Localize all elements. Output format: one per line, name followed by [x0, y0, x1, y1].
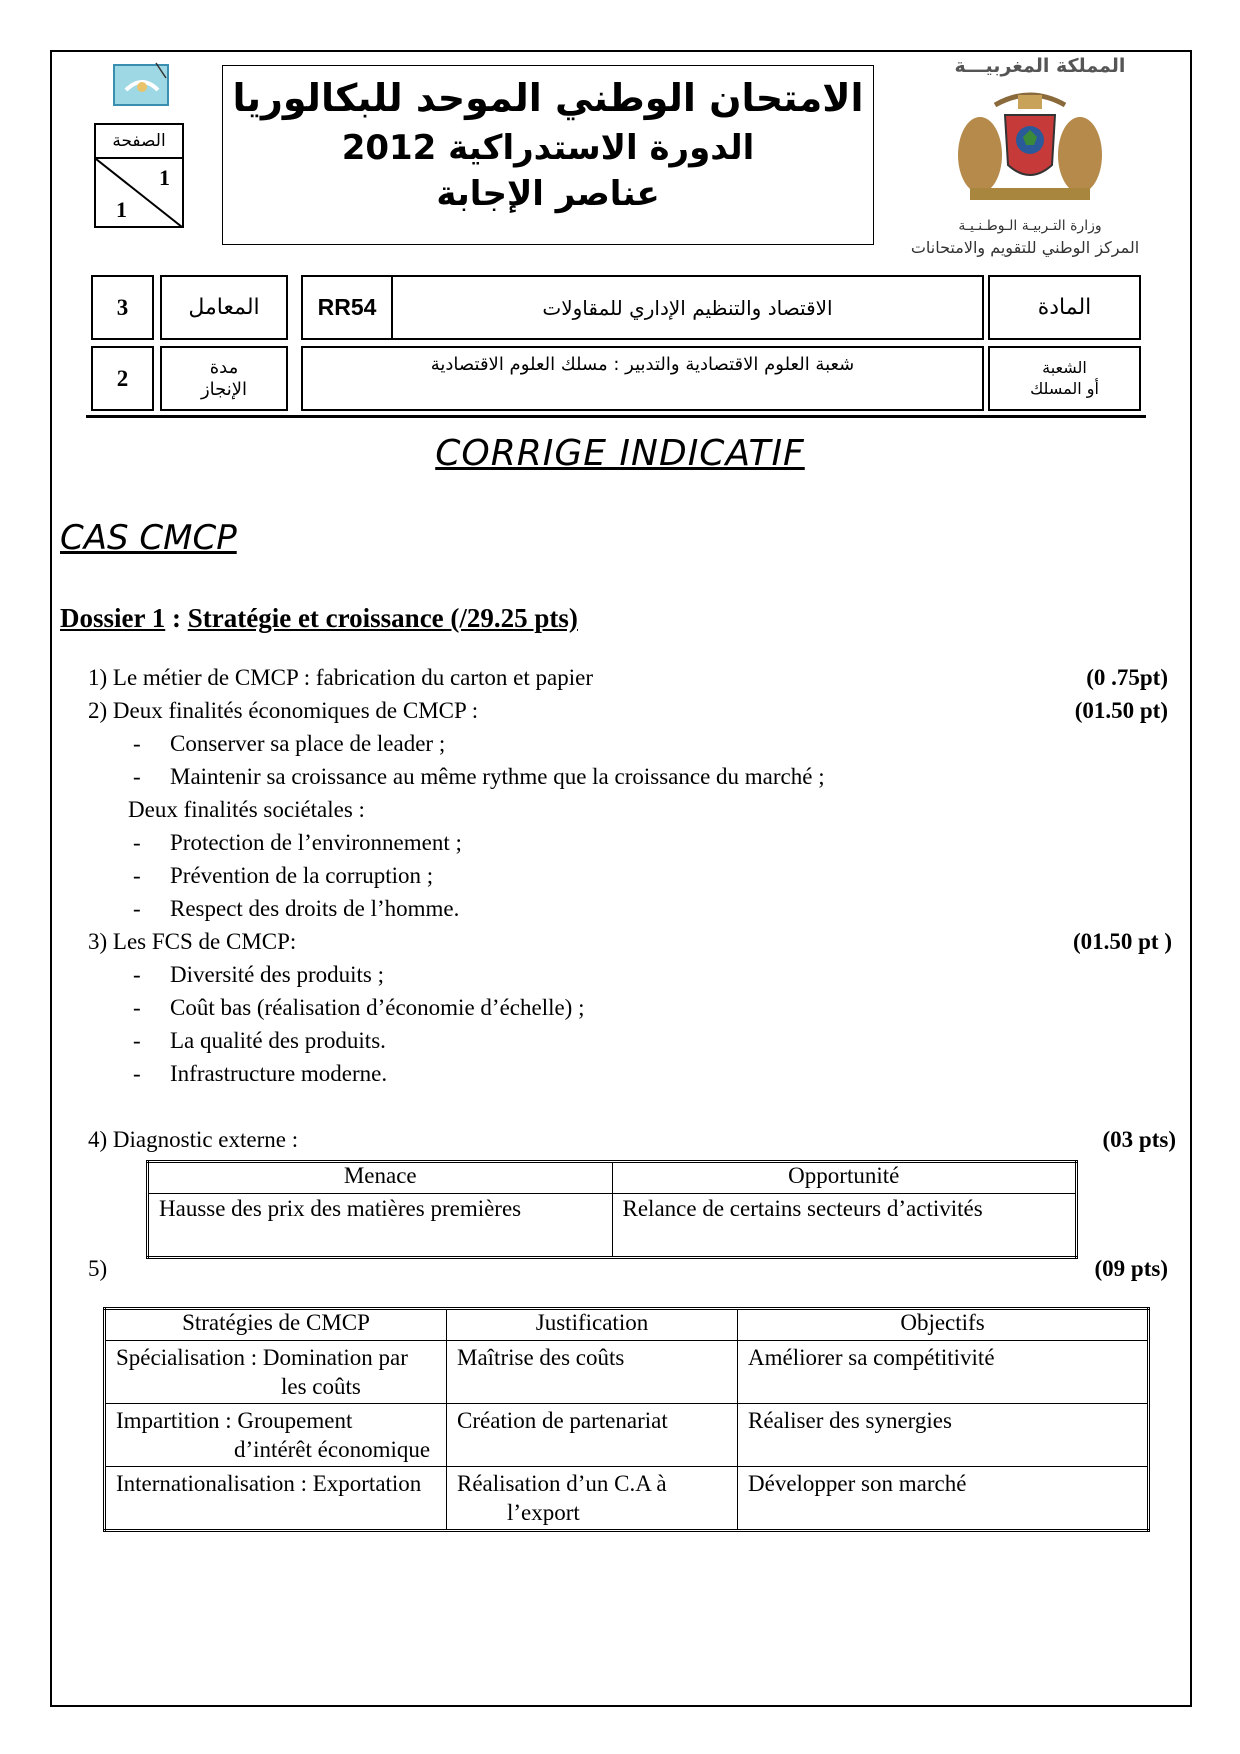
table-cell: Maîtrise des coûts — [447, 1341, 738, 1404]
list-item: Infrastructure moderne. — [170, 1061, 388, 1086]
duration-label: مدة الإنجاز — [160, 346, 288, 411]
list-bullet: - — [133, 1028, 141, 1053]
list-bullet: - — [133, 962, 141, 987]
coat-of-arms-icon — [940, 85, 1120, 210]
question-1: 1) Le métier de CMCP : fabrication du carton et papier — [88, 665, 593, 690]
question-3-points: (01.50 pt ) — [1072, 929, 1172, 954]
list-item: Maintenir sa croissance au même rythme que la croissance du marché ; — [170, 764, 825, 789]
branch-name: شعبة العلوم الاقتصادية والتدبير : مسلك العلوم الاقتصادية — [301, 346, 984, 411]
strategies-table — [103, 1307, 1150, 1532]
external-diagnosis-table — [146, 1160, 1078, 1259]
coef-label: المعامل — [160, 275, 288, 340]
table-cell: Réalisation d’un C.A à l’export — [447, 1467, 738, 1531]
question-2-points: (01.50 pt) — [1074, 698, 1168, 723]
question-1-points: (0 .75pt) — [1086, 665, 1168, 690]
header-divider — [86, 415, 1146, 418]
subject-name: الاقتصاد والتنظيم الإداري للمقاولات — [542, 295, 833, 320]
case-title: CAS CMCP — [60, 518, 237, 558]
table-row — [148, 1194, 1077, 1258]
dossier-title: Dossier 1 : Stratégie et croissance (/29.25 pts) — [60, 603, 578, 633]
table-header: Opportunité — [612, 1162, 1077, 1194]
table-header: Menace — [148, 1162, 613, 1194]
kingdom-label: المملكة المغربيـــة — [954, 55, 1126, 77]
page-label: الصفحة — [96, 125, 182, 159]
table-cell: Réaliser des synergies — [738, 1404, 1149, 1467]
exam-logo-icon — [112, 60, 172, 110]
subject-box — [301, 275, 984, 340]
table-cell: Améliorer sa compétitivité — [738, 1341, 1149, 1404]
page-current: 1 — [159, 165, 170, 190]
question-2-subheading: Deux finalités sociétales : — [128, 797, 365, 822]
duration-value: 2 — [91, 346, 154, 411]
list-bullet: - — [133, 995, 141, 1020]
question-5: 5) — [88, 1256, 108, 1281]
list-item: Conserver sa place de leader ; — [170, 731, 446, 756]
question-5-points: (09 pts) — [1094, 1256, 1168, 1281]
coef-value: 3 — [91, 275, 154, 340]
list-item: Coût bas (réalisation d’économie d’échelle) ; — [170, 995, 585, 1020]
table-row — [105, 1341, 1149, 1404]
page-total: 1 — [116, 197, 127, 222]
list-item: Prévention de la corruption ; — [170, 863, 434, 888]
page-number-box — [94, 123, 184, 228]
exam-title: الامتحان الوطني الموحد للبكالوريا — [232, 76, 864, 120]
corrige-title: CORRIGE INDICATIF — [435, 433, 805, 474]
exam-session: الدورة الاستدراكية 2012 — [341, 127, 755, 168]
question-3: 3) Les FCS de CMCP: — [88, 929, 297, 954]
table-cell: Développer son marché — [738, 1467, 1149, 1531]
list-item: Diversité des produits ; — [170, 962, 384, 987]
table-cell: Internationalisation : Exportation — [105, 1467, 447, 1531]
list-item: Protection de l’environnement ; — [170, 830, 462, 855]
list-bullet: - — [133, 731, 141, 756]
ministry-label: وزارة التـربيـة الـوطـنـيـة — [958, 218, 1102, 234]
list-bullet: - — [133, 1061, 141, 1086]
table-header: Justification — [447, 1309, 738, 1341]
table-cell: Relance de certains secteurs d’activités — [612, 1194, 1077, 1258]
table-row — [105, 1467, 1149, 1531]
table-header: Stratégies de CMCP — [105, 1309, 447, 1341]
list-bullet: - — [133, 863, 141, 888]
table-cell: Hausse des prix des matières premières — [148, 1194, 613, 1258]
question-4-points: (03 pts) — [1102, 1127, 1176, 1152]
table-cell: Création de partenariat — [447, 1404, 738, 1467]
evaluation-center-label: المركز الوطني للتقويم والامتحانات — [910, 238, 1140, 257]
table-cell: Impartition : Groupement d’intérêt économique — [105, 1404, 447, 1467]
list-item: La qualité des produits. — [170, 1028, 386, 1053]
table-row — [105, 1404, 1149, 1467]
answer-key-title: عناصر الإجابة — [436, 174, 660, 215]
list-item: Respect des droits de l’homme. — [170, 896, 460, 921]
subject-label: المادة — [988, 275, 1141, 340]
exam-title-box — [222, 65, 874, 245]
branch-label: الشعبة أو المسلك — [988, 346, 1141, 411]
list-bullet: - — [133, 764, 141, 789]
table-cell: Spécialisation : Domination par les coûts — [105, 1341, 447, 1404]
list-bullet: - — [133, 830, 141, 855]
question-2: 2) Deux finalités économiques de CMCP : — [88, 698, 479, 723]
question-4: 4) Diagnostic externe : — [88, 1127, 299, 1152]
table-header: Objectifs — [738, 1309, 1149, 1341]
subject-code: RR54 — [303, 277, 393, 338]
list-bullet: - — [133, 896, 141, 921]
